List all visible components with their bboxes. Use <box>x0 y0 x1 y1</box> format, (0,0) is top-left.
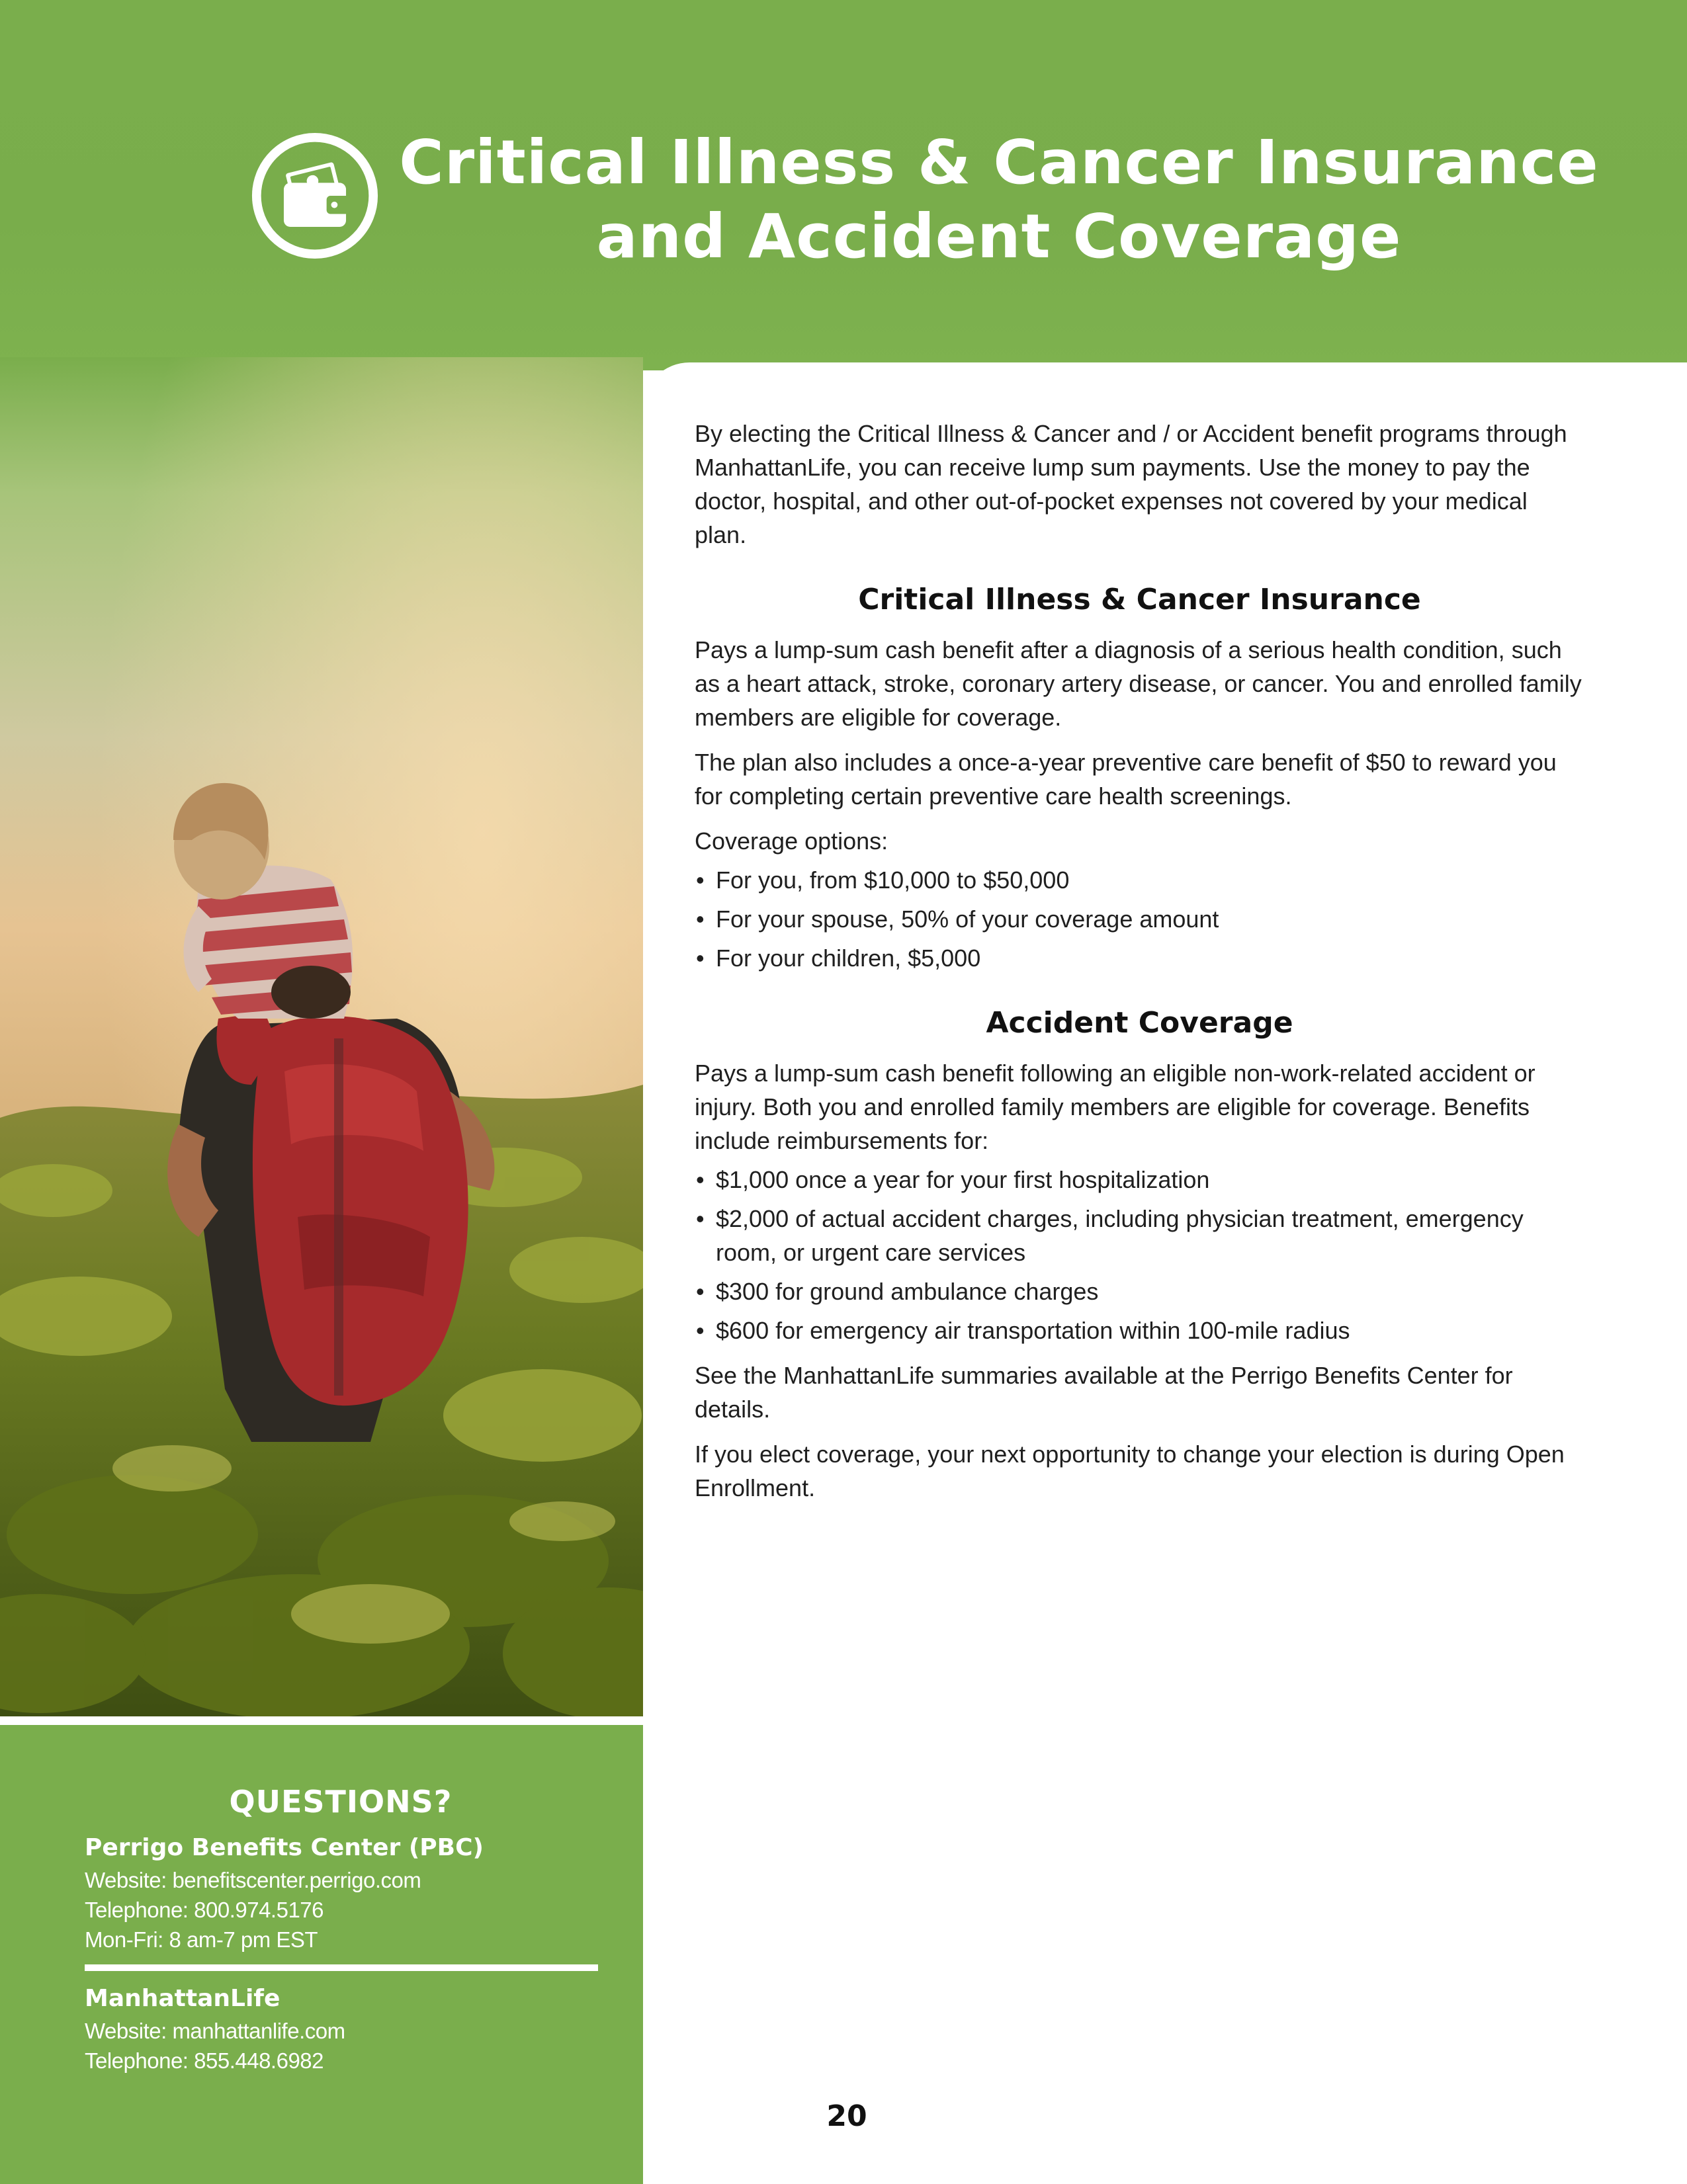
questions-title: QUESTIONS? <box>229 1784 453 1820</box>
page-number: 20 <box>826 2099 867 2133</box>
list-item: • $1,000 once a year for your first hospitalization <box>695 1163 1584 1197</box>
accident-paragraph-3: If you elect coverage, your next opportunity to change your election is during Open Enrollment. <box>695 1441 1565 1501</box>
manhattanlife-contact-block <box>85 1982 601 2076</box>
manhattanlife-website[interactable]: Website: manhattanlife.com <box>85 2019 345 2043</box>
list-item: • For your spouse, 50% of your coverage amount <box>695 902 1584 936</box>
main-content <box>695 417 1584 1516</box>
pbc-hours: Mon-Fri: 8 am-7 pm EST <box>85 1927 318 1952</box>
accident-paragraph-1: Pays a lump-sum cash benefit following an eligible non-work-related accident or injury. Both you and enrolled family members are eligible for coverage. Benefits include reimbursements for: <box>695 1060 1536 1154</box>
pbc-name: Perrigo Benefits Center (PBC) <box>85 1834 484 1861</box>
wallet-with-cash-icon <box>250 131 380 261</box>
parent-carrying-child-in-field-photo <box>0 357 643 1716</box>
page-title <box>397 126 1601 274</box>
critical-illness-paragraph-1: Pays a lump-sum cash benefit after a diagnosis of a serious health condition, such as a heart attack, stroke, coronary artery disease, or cancer. You and enrolled family members are eligible for coverage. <box>695 636 1582 731</box>
list-item: • $300 for ground ambulance charges <box>695 1275 1584 1308</box>
list-item: • $600 for emergency air transportation within 100-mile radius <box>695 1314 1584 1347</box>
questions-box <box>0 1725 643 2184</box>
list-item: • $2,000 of actual accident charges, including physician treatment, emergency room, or urgent care services <box>695 1202 1584 1269</box>
coverage-options-label: Coverage options: <box>695 827 888 855</box>
critical-illness-heading: Critical Illness & Cancer Insurance <box>858 583 1421 616</box>
list-item: • For you, from $10,000 to $50,000 <box>695 863 1584 897</box>
accident-coverage-heading: Accident Coverage <box>986 1006 1293 1040</box>
questions-divider <box>85 1964 598 1971</box>
title-line-1: Critical Illness & Cancer Insurance <box>399 127 1599 198</box>
manhattanlife-name: ManhattanLife <box>85 1985 281 2012</box>
pbc-telephone[interactable]: Telephone: 800.974.5176 <box>85 1898 324 1922</box>
pbc-contact-block <box>85 1831 601 1954</box>
header-banner <box>0 0 1687 370</box>
title-line-2: and Accident Coverage <box>596 201 1402 272</box>
intro-paragraph: By electing the Critical Illness & Cancer and / or Accident benefit programs through ManhattanLife, you can receive lump sum payments. Use the money to pay the doctor, hospital, and other out-of-pocket expenses not covered by your medical plan. <box>695 420 1567 548</box>
accident-benefits-list <box>695 1163 1584 1347</box>
critical-illness-paragraph-2: The plan also includes a once-a-year preventive care benefit of $50 to reward you for completing certain preventive care health screenings. <box>695 749 1557 810</box>
accident-paragraph-2: See the ManhattanLife summaries available at the Perrigo Benefits Center for details. <box>695 1362 1513 1423</box>
coverage-options-list <box>695 863 1584 975</box>
manhattanlife-telephone[interactable]: Telephone: 855.448.6982 <box>85 2048 324 2073</box>
pbc-website[interactable]: Website: benefitscenter.perrigo.com <box>85 1868 421 1892</box>
list-item: • For your children, $5,000 <box>695 941 1584 975</box>
